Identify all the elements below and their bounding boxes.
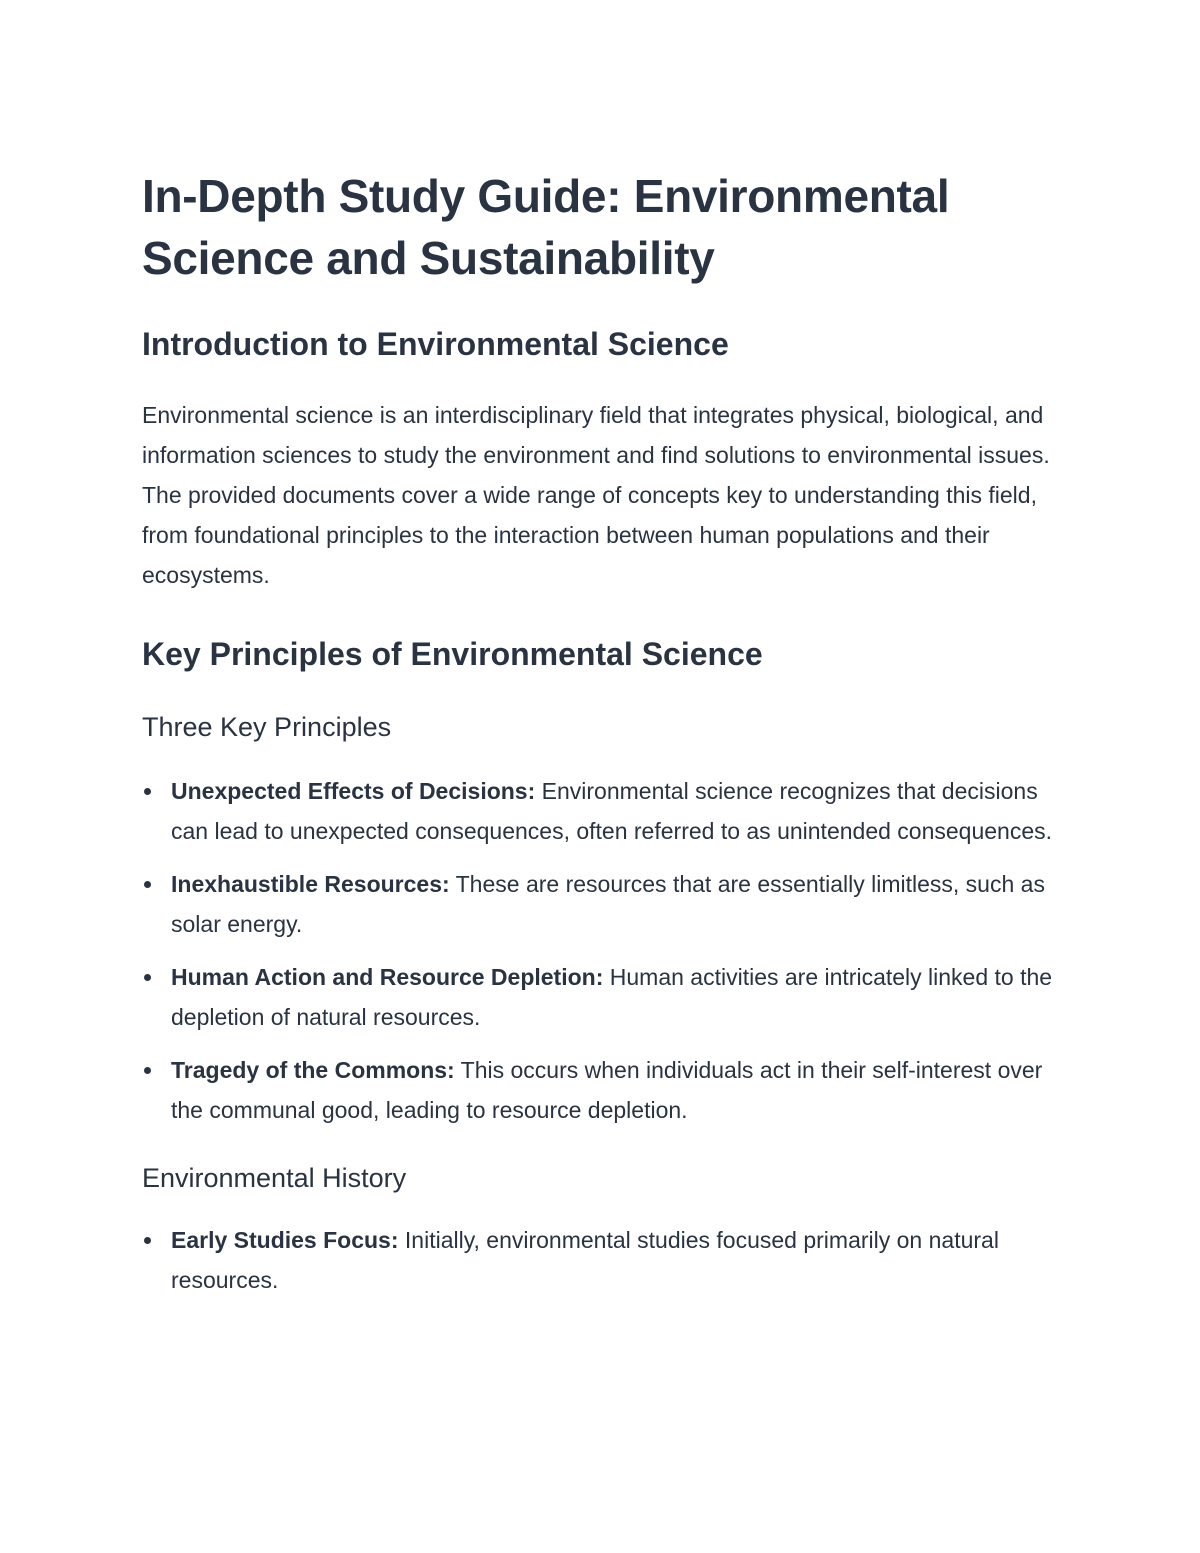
environmental-history-list bbox=[142, 1220, 1062, 1300]
three-key-principles-list bbox=[142, 771, 1062, 1130]
item-term: Unexpected Effects of Decisions: bbox=[171, 778, 536, 804]
list-item bbox=[142, 1220, 1062, 1300]
list-item bbox=[142, 771, 1062, 851]
item-text: Initially, environmental studies focused primarily on natural resources. bbox=[171, 1227, 999, 1293]
list-item bbox=[142, 1050, 1062, 1130]
bullet-icon bbox=[144, 974, 151, 981]
document-title: In-Depth Study Guide: Environmental Science and Sustainability bbox=[142, 170, 950, 284]
environmental-history-heading: Environmental History bbox=[142, 1163, 407, 1193]
intro-paragraph: Environmental science is an interdisciplinary field that integrates physical, biological, and information sciences to study the environment and find solutions to environmental issues. The provided documents cover a wide range of concepts key to understanding this field, from foundational principles to the interaction between human populations and their ecosystems. bbox=[142, 402, 1050, 588]
item-term: Tragedy of the Commons: bbox=[171, 1057, 455, 1083]
list-item bbox=[142, 957, 1062, 1037]
list-item bbox=[142, 864, 1062, 944]
item-term: Early Studies Focus: bbox=[171, 1227, 399, 1253]
bullet-icon bbox=[144, 788, 151, 795]
item-text: These are resources that are essentially limitless, such as solar energy. bbox=[171, 871, 1045, 937]
item-term: Human Action and Resource Depletion: bbox=[171, 964, 604, 990]
item-term: Inexhaustible Resources: bbox=[171, 871, 450, 897]
document-page bbox=[142, 165, 1062, 1313]
bullet-icon bbox=[144, 881, 151, 888]
item-text: This occurs when individuals act in their self-interest over the communal good, leading to resource depletion. bbox=[171, 1057, 1043, 1123]
bullet-icon bbox=[144, 1067, 151, 1074]
item-text: Environmental science recognizes that decisions can lead to unexpected consequences, often referred to as unintended consequences. bbox=[171, 778, 1053, 844]
bullet-icon bbox=[144, 1237, 151, 1244]
three-key-principles-heading: Three Key Principles bbox=[142, 712, 392, 742]
item-text: Human activities are intricately linked to the depletion of natural resources. bbox=[171, 964, 1053, 1030]
intro-heading: Introduction to Environmental Science bbox=[142, 326, 729, 362]
principles-heading: Key Principles of Environmental Science bbox=[142, 636, 763, 672]
